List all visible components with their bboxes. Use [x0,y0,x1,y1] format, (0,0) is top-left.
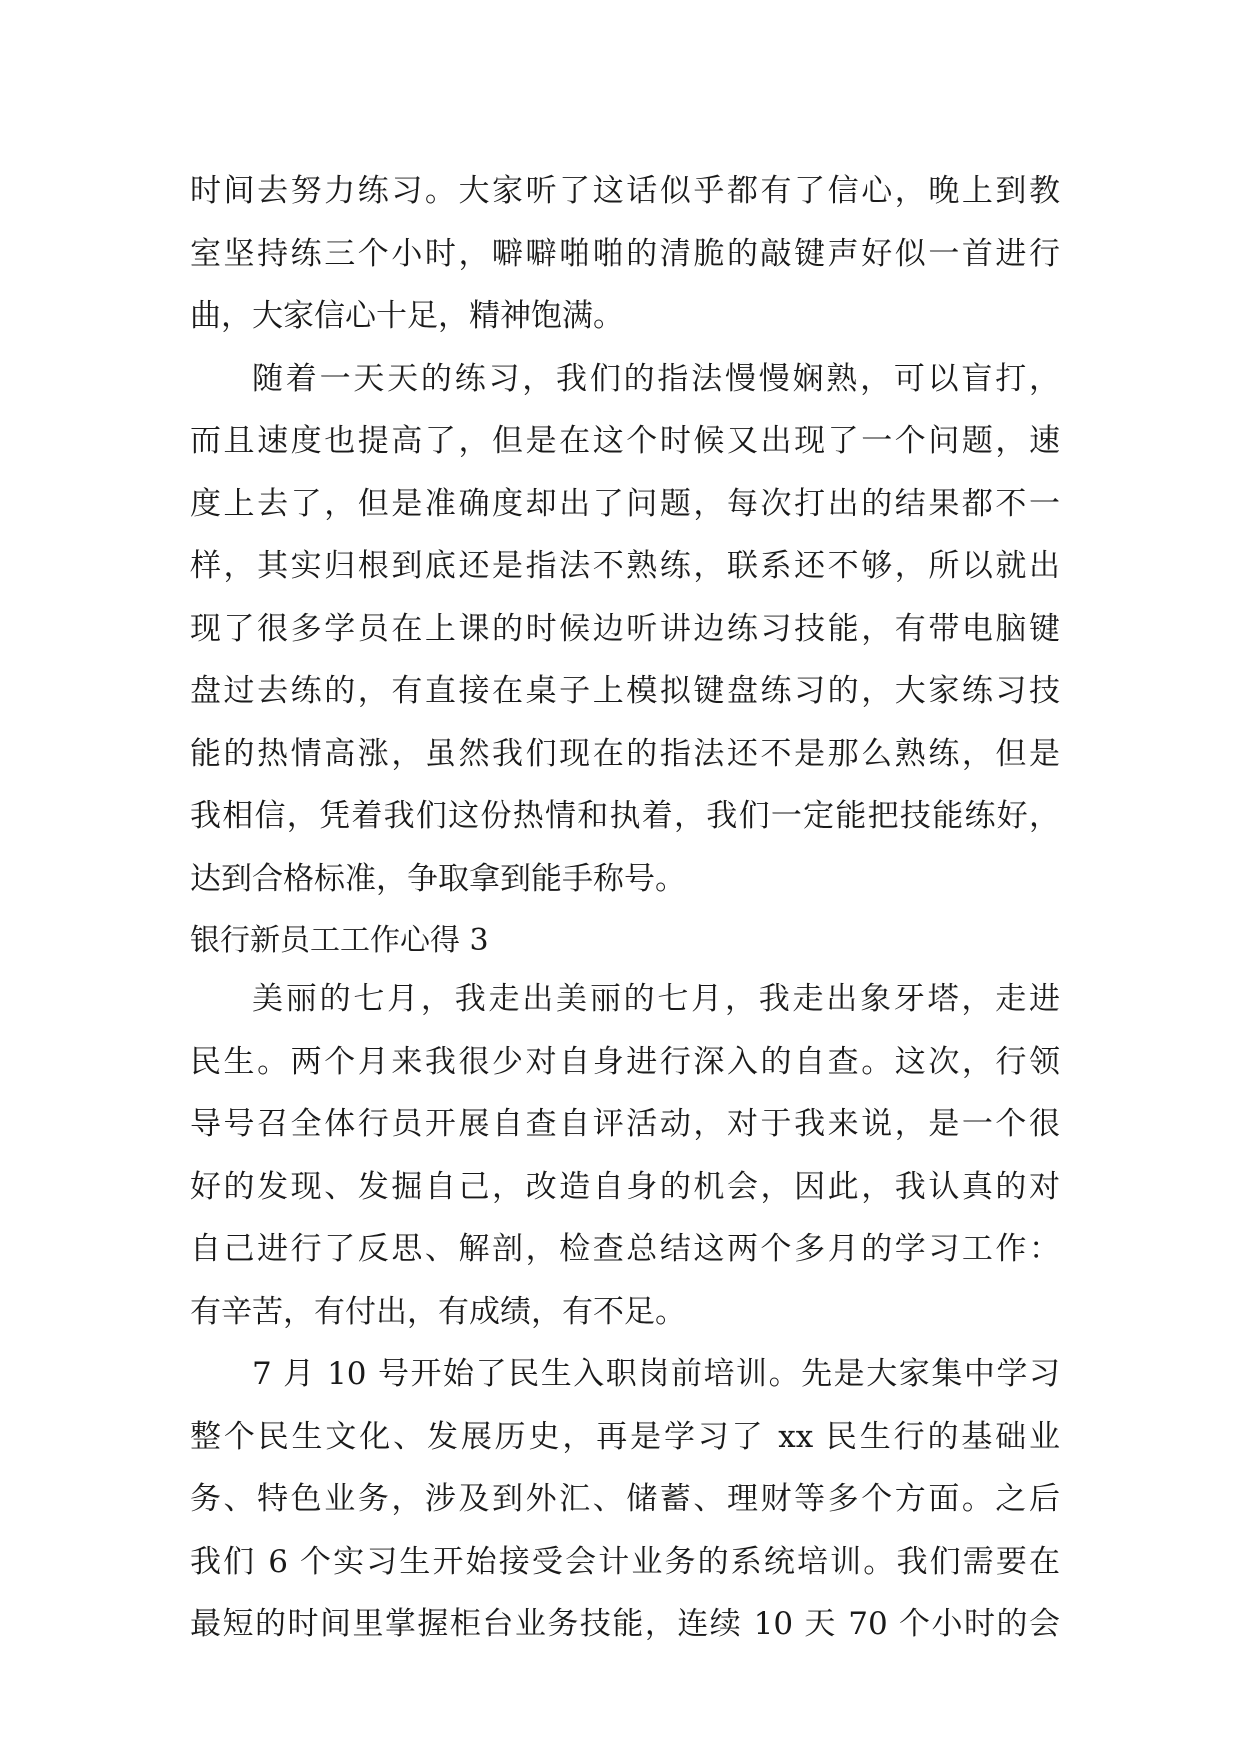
document-body [190,160,1060,1656]
paragraph-1 [190,160,1060,348]
text-line: 有辛苦，有付出，有成绩，有不足。 [190,1293,686,1330]
text-line: 整个民生文化、发展历史，再是学习了 xx 民生行的基础业 [190,1418,1060,1455]
text-line: 我相信，凭着我们这份热情和执着，我们一定能把技能练好， [190,798,1060,834]
text-line: 好的发现、发掘自己，改造自身的机会，因此，我认真的对 [190,1168,1060,1205]
text-line: 曲，大家信心十足，精神饱满。 [190,298,624,334]
text-line: 达到合格标准，争取拿到能手称号。 [190,860,686,897]
text-line: 导号召全体行员开展自查自评活动，对于我来说，是一个很 [190,1106,1060,1142]
text-line: 7 月 10 号开始了民生入职岗前培训。先是大家集中学习 [252,1356,1060,1392]
text-line: 盘过去练的，有直接在桌子上模拟键盘练习的，大家练习技 [190,673,1060,709]
text-line: 最短的时间里掌握柜台业务技能，连续 10 天 70 个小时的会 [190,1606,1060,1642]
paragraph-2 [190,348,1060,911]
text-line: 现了很多学员在上课的时候边听讲边练习技能，有带电脑键 [190,610,1060,647]
text-line: 度上去了，但是准确度却出了问题，每次打出的结果都不一 [190,485,1060,522]
paragraph-4 [190,1343,1060,1656]
text-line: 民生。两个月来我很少对自身进行深入的自查。这次，行领 [190,1043,1060,1080]
text-line: 美丽的七月，我走出美丽的七月，我走出象牙塔，走进 [252,981,1060,1017]
text-line: 随着一天天的练习，我们的指法慢慢娴熟，可以盲打， [252,360,1060,397]
text-line: 自己进行了反思、解剖，检查总结这两个多月的学习工作： [190,1231,1060,1267]
text-line: 样，其实归根到底还是指法不熟练，联系还不够，所以就出 [190,548,1060,584]
text-line: 室坚持练三个小时，噼噼啪啪的清脆的敲键声好似一首进行 [190,235,1060,272]
text-line: 而且速度也提高了，但是在这个时候又出现了一个问题，速 [190,423,1060,459]
section-heading: 银行新员工工作心得 3 [190,923,489,958]
text-line: 能的热情高涨，虽然我们现在的指法还不是那么熟练，但是 [190,735,1060,772]
text-line: 时间去努力练习。大家听了这话似乎都有了信心，晚上到教 [190,173,1060,209]
text-line: 务、特色业务，涉及到外汇、储蓄、理财等多个方面。之后 [190,1481,1060,1517]
paragraph-3 [190,968,1060,1343]
text-line: 我们 6 个实习生开始接受会计业务的系统培训。我们需要在 [190,1543,1060,1580]
